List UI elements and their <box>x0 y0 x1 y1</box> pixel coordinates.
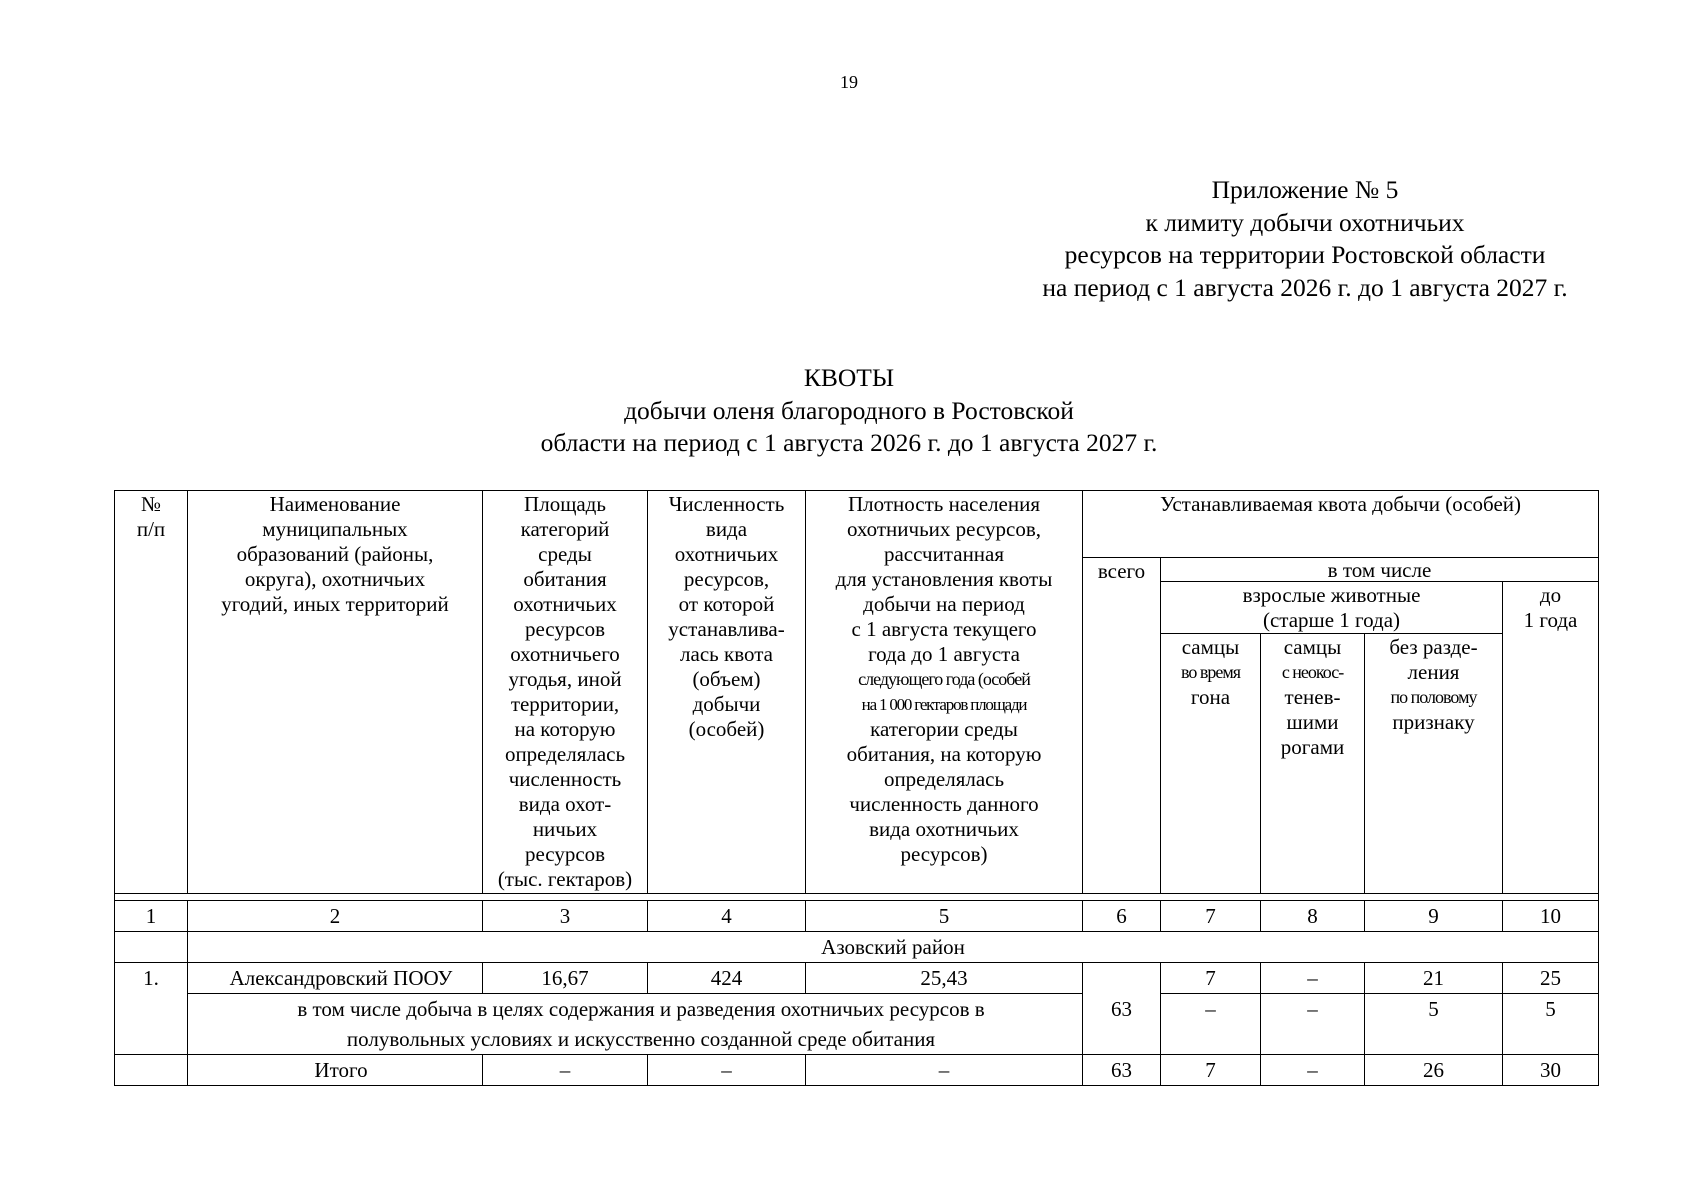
header-gap <box>115 894 1599 901</box>
total-quota-value: 63 <box>1083 1055 1161 1086</box>
district-blank <box>115 932 188 963</box>
header-line: рогами <box>1280 735 1345 759</box>
header-line: определялась <box>883 767 1005 791</box>
column-number: 8 <box>1261 901 1365 932</box>
total-blank <box>115 1055 188 1086</box>
no-sex-value: 5 <box>1365 994 1503 1055</box>
header-line: от которой <box>678 592 775 616</box>
annex-line-4: на период с 1 августа 2026 г. до 1 августа 2027 г. <box>1042 272 1568 302</box>
header-line: признаку <box>1392 710 1475 734</box>
header-line: угодья, иной <box>508 667 622 691</box>
header-line: добычи <box>692 692 761 716</box>
header-line: самцы <box>1181 635 1240 659</box>
header-line: (объем) <box>692 667 761 691</box>
under-one-value: 25 <box>1503 963 1599 994</box>
header-line: (особей) <box>688 717 765 741</box>
header-line: устанавлива- <box>668 617 785 641</box>
males-antlers-value: – <box>1261 1055 1365 1086</box>
header-adults <box>1161 582 1503 634</box>
column-number: 4 <box>648 901 806 932</box>
district-row <box>115 932 1599 963</box>
under-one-value: 30 <box>1503 1055 1599 1086</box>
header-line: Наименование <box>269 492 401 516</box>
header-line: вида <box>705 517 748 541</box>
header-line: года до 1 августа <box>868 642 1020 666</box>
header-males-rut <box>1161 634 1261 894</box>
title-line-2: добычи оленя благородного в Ростовской <box>624 395 1074 425</box>
header-line: во время <box>1180 662 1241 682</box>
column-number: 9 <box>1365 901 1503 932</box>
count-value: – <box>648 1055 806 1086</box>
column-number: 10 <box>1503 901 1599 932</box>
column-number: 7 <box>1161 901 1261 932</box>
header-name <box>188 491 483 894</box>
page-number: 19 <box>840 72 858 92</box>
document-title <box>0 362 1698 460</box>
sub-row-text-line-1: в том числе добыча в целях содержания и разведения охотничьих ресурсов в <box>297 997 985 1021</box>
column-number: 1 <box>115 901 188 932</box>
header-line: до <box>1539 583 1562 607</box>
males-antlers-value: – <box>1261 994 1365 1055</box>
under-one-value: 5 <box>1503 994 1599 1055</box>
header-line: образований (районы, <box>236 542 434 566</box>
header-line: ресурсов) <box>900 842 988 866</box>
header-line: добычи на период <box>863 592 1025 616</box>
header-line: гона <box>1190 685 1231 709</box>
column-numbers-row <box>115 901 1599 932</box>
header-line: определялась <box>504 742 626 766</box>
header-line: численность данного <box>849 792 1039 816</box>
area-value: 16,67 <box>483 963 648 994</box>
density-value: – <box>806 1055 1083 1086</box>
header-line: взрослые животные <box>1242 583 1421 607</box>
header-line: самцы <box>1283 635 1342 659</box>
column-number: 5 <box>806 901 1083 932</box>
header-line: Площадь <box>524 492 606 516</box>
header-including: в том числе <box>1161 558 1599 582</box>
header-line: № <box>140 492 162 516</box>
header-line: угодий, иных территорий <box>221 592 449 616</box>
header-line: по половому <box>1390 687 1477 707</box>
header-line: ничьих <box>532 817 598 841</box>
males-rut-value: 7 <box>1161 963 1261 994</box>
title-heading: КВОТЫ <box>803 363 895 392</box>
header-line: территории, <box>510 692 620 716</box>
column-number: 2 <box>188 901 483 932</box>
header-line: ресурсов <box>524 617 606 641</box>
header-line: ресурсов <box>524 842 606 866</box>
header-line: шими <box>1286 710 1339 734</box>
header-quota-group: Устанавливаемая квота добычи (особей) <box>1083 491 1599 558</box>
header-number <box>115 491 188 894</box>
count-value: 424 <box>648 963 806 994</box>
column-number: 6 <box>1083 901 1161 932</box>
header-line: Плотность населения <box>847 492 1041 516</box>
header-line: п/п <box>136 517 166 541</box>
district-name: Азовский район <box>188 932 1599 963</box>
header-line: муниципальных <box>262 517 408 541</box>
header-line: ресурсов, <box>683 567 770 591</box>
header-line: охотничьего <box>510 642 620 666</box>
total-row <box>115 1055 1599 1086</box>
header-line: численность <box>508 767 622 791</box>
header-line: на которую <box>514 717 616 741</box>
header-line: обитания, на которую <box>846 742 1042 766</box>
header-line: (тыс. гектаров) <box>497 867 633 891</box>
row-number: 1. <box>115 963 188 1055</box>
header-line: ления <box>1407 660 1460 684</box>
header-no-sex <box>1365 634 1503 894</box>
header-line: обитания <box>523 567 607 591</box>
header-area <box>483 491 648 894</box>
header-density <box>806 491 1083 894</box>
header-line: на 1 000 гектаров площади <box>861 695 1027 714</box>
annex-line-2: к лимиту добычи охотничьих <box>1145 207 1465 237</box>
table-row <box>115 963 1599 994</box>
header-line: охотничьих ресурсов, <box>846 517 1042 541</box>
males-rut-value: 7 <box>1161 1055 1261 1086</box>
header-line: охотничьих <box>674 542 779 566</box>
header-line: категории среды <box>870 717 1018 741</box>
total-label: Итого <box>188 1055 483 1086</box>
header-line: категорий <box>520 517 610 541</box>
annex-line-1: Приложение № 5 <box>1211 175 1399 204</box>
header-under-one <box>1503 582 1599 894</box>
annex-line-3: ресурсов на территории Ростовской области <box>1064 240 1546 269</box>
table-row-sub <box>115 994 1599 1055</box>
area-value: – <box>483 1055 648 1086</box>
header-line: охотничьих <box>513 592 617 616</box>
title-line-3: области на период с 1 августа 2026 г. до 1 августа 2027 г. <box>540 428 1158 457</box>
total-quota-value: 63 <box>1083 963 1161 1055</box>
header-line: вида охот- <box>518 792 612 816</box>
header-line: вида охотничьих <box>869 817 1019 841</box>
header-line: рассчитанная <box>883 542 1005 566</box>
annex-reference <box>960 174 1650 304</box>
header-males-antlers <box>1261 634 1365 894</box>
males-rut-value: – <box>1161 994 1261 1055</box>
header-line: с 1 августа текущего <box>851 617 1037 641</box>
density-value: 25,43 <box>806 963 1083 994</box>
header-line: округа), охотничьих <box>244 567 426 591</box>
header-line: с неокос- <box>1281 662 1344 682</box>
header-line: для установления квоты <box>835 567 1053 591</box>
header-line: тенев- <box>1284 685 1341 709</box>
header-line: среды <box>538 542 592 566</box>
header-line: лась квота <box>680 642 773 666</box>
no-sex-value: 21 <box>1365 963 1503 994</box>
header-total: всего <box>1083 558 1161 894</box>
header-line: (старше 1 года) <box>1262 608 1401 632</box>
males-antlers-value: – <box>1261 963 1365 994</box>
header-line: 1 года <box>1523 608 1578 632</box>
territory-name: Александровский ПООУ <box>188 963 483 994</box>
column-number: 3 <box>483 901 648 932</box>
header-line: Численность <box>668 492 785 516</box>
header-line: без разде- <box>1389 635 1478 659</box>
sub-row-text-line-2: полувольных условиях и искусственно созданной среде обитания <box>346 1027 936 1051</box>
header-line: следующего года (особей <box>858 669 1030 689</box>
no-sex-value: 26 <box>1365 1055 1503 1086</box>
header-count <box>648 491 806 894</box>
quota-table <box>114 490 1599 1086</box>
sub-row-description <box>188 994 1083 1055</box>
